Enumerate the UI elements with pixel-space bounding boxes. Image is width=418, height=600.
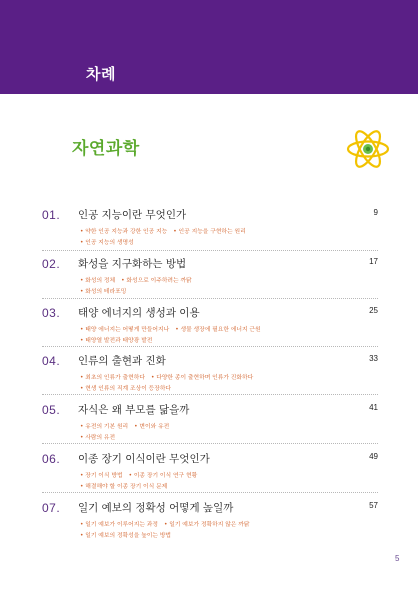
subtopic-line (80, 238, 370, 249)
subtopic: • 태양열 발전과 태양광 발전 (80, 338, 152, 344)
subtopic-line (80, 287, 370, 298)
entry-subtopics (80, 471, 370, 493)
subtopic-line (80, 227, 370, 238)
subtopic-line (80, 471, 370, 482)
subtopic: • 화성으로 이주하려는 까닭 (121, 278, 192, 284)
subtopic-line (80, 325, 370, 336)
subtopic: • 일기 예보가 이루어지는 과정 (80, 522, 158, 528)
entry-number: 01. (42, 208, 61, 222)
entry-page: 49 (369, 452, 378, 461)
entry-title[interactable]: 인류의 출현과 진화 (78, 355, 166, 367)
entry-title[interactable]: 태양 에너지의 생성과 이용 (78, 307, 200, 319)
subtopic: • 화성의 테라포밍 (80, 289, 126, 295)
subtopic: • 일기 예보가 정확하지 않은 까닭 (164, 522, 249, 528)
entry-page: 9 (373, 208, 378, 217)
subtopic-line (80, 422, 370, 433)
subtopic-line (80, 520, 370, 531)
entry-title[interactable]: 일기 예보의 정확성 어떻게 높일까 (78, 502, 234, 514)
separator (42, 346, 378, 347)
subtopic: • 현생 인류의 직계 조상이 등장하다 (80, 386, 171, 392)
subtopic: • 이종 장기 이식 연구 현황 (129, 473, 198, 479)
toc-title: 차례 (86, 65, 116, 83)
subtopic: • 다양한 종이 출현하며 인류가 진화하다 (151, 375, 253, 381)
subtopic: • 변이와 유전 (134, 424, 169, 430)
entry-number: 07. (42, 501, 61, 515)
entry-subtopics (80, 520, 370, 542)
section-title: 자연과학 (72, 139, 140, 159)
subtopic: • 인공 지능을 구현하는 원리 (173, 229, 245, 235)
page-number: 5 (395, 554, 400, 563)
subtopic-line (80, 276, 370, 287)
entry-subtopics (80, 422, 370, 444)
separator (42, 298, 378, 299)
separator (42, 492, 378, 493)
entry-page: 33 (369, 354, 378, 363)
separator (42, 443, 378, 444)
entry-title[interactable]: 화성을 지구화하는 방법 (78, 258, 187, 270)
entry-page: 17 (369, 257, 378, 266)
entry-page: 57 (369, 501, 378, 510)
entry-number: 02. (42, 257, 61, 271)
atom-icon (346, 127, 390, 171)
subtopic: • 태양 에너지는 어떻게 만들어지나 (80, 327, 169, 333)
entry-number: 06. (42, 452, 61, 466)
separator (42, 250, 378, 251)
separator (42, 394, 378, 395)
subtopic: • 약한 인공 지능과 강한 인공 지능 (80, 229, 167, 235)
entry-page: 25 (369, 306, 378, 315)
subtopic: • 일기 예보의 정확성을 높이는 방법 (80, 533, 171, 539)
subtopic: • 최초의 인류가 출현하다 (80, 375, 145, 381)
subtopic-line (80, 373, 370, 384)
entry-number: 05. (42, 403, 61, 417)
subtopic: • 인공 지능의 생명성 (80, 240, 134, 246)
subtopic-line (80, 531, 370, 542)
subtopic: • 화성의 정체 (80, 278, 115, 284)
entry-subtopics (80, 373, 370, 395)
header-bar (0, 0, 418, 94)
entry-subtopics (80, 227, 370, 249)
subtopic: • 해결해야 할 이종 장기 이식 문제 (80, 484, 167, 490)
entry-title[interactable]: 인공 지능이란 무엇인가 (78, 209, 187, 221)
subtopic: • 장기 이식 방법 (80, 473, 123, 479)
entry-number: 03. (42, 306, 61, 320)
entry-title[interactable]: 이종 장기 이식이란 무엇인가 (78, 453, 210, 465)
subtopic: • 사람의 유전 (80, 435, 115, 441)
entry-page: 41 (369, 403, 378, 412)
entry-subtopics (80, 276, 370, 298)
entry-number: 04. (42, 354, 61, 368)
entry-title[interactable]: 자식은 왜 부모를 닮을까 (78, 404, 190, 416)
subtopic: • 유전의 기본 원리 (80, 424, 128, 430)
subtopic: • 생물 생장에 필요한 에너지 근원 (175, 327, 260, 333)
entry-subtopics (80, 325, 370, 347)
